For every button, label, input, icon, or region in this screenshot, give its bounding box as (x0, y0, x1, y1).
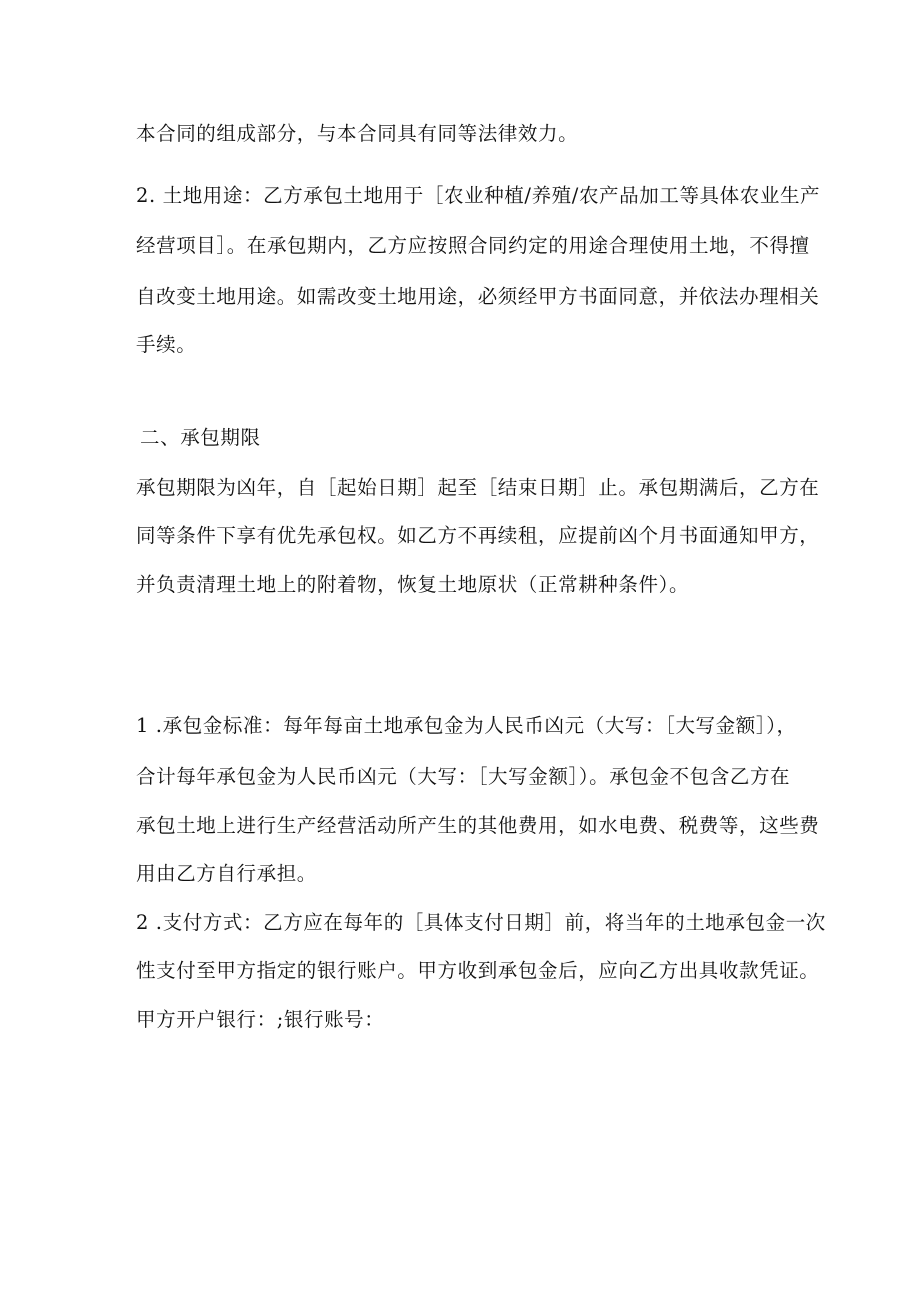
paragraph-line: 甲方开户银行：;银行账号： (136, 1008, 385, 1031)
paragraph-line: 合计每年承包金为人民币凶元（大写：［大写金额］）。承包金不包含乙方在 (136, 765, 791, 788)
paragraph-line: 2 .支付方式：乙方应在每年的［具体支付日期］前，将当年的土地承包金一次 (136, 911, 826, 934)
paragraph-line: 并负责清理土地上的附着物，恢复土地原状（正常耕种条件）。 (136, 573, 690, 596)
paragraph-line: 自改变土地用途。如需改变土地用途，必须经甲方书面同意，并依法办理相关 (136, 285, 820, 308)
paragraph-line: 1 .承包金标准：每年每亩土地承包金为人民币凶元（大写：［大写金额］）， (136, 714, 797, 737)
paragraph-line: 2. 土地用途：乙方承包土地用于［农业种植/养殖/农产品加工等具体农业生产 (136, 184, 821, 207)
paragraph-line: 经营项目］。在承包期内，乙方应按照合同约定的用途合理使用土地，不得擅 (136, 234, 810, 257)
paragraph-line: 承包土地上进行生产经营活动所产生的其他费用，如水电费、税费等，这些费 (136, 814, 820, 837)
paragraph-line: 同等条件下享有优先承包权。如乙方不再续租，应提前凶个月书面通知甲方， (136, 524, 820, 547)
paragraph-line: 手续。 (136, 333, 197, 356)
paragraph-line: 性支付至甲方指定的银行账户。甲方收到承包金后，应向乙方出具收款凭证。 (136, 959, 820, 982)
paragraph-line: 本合同的组成部分，与本合同具有同等法律效力。 (136, 122, 579, 145)
paragraph-line: 用由乙方自行承担。 (136, 862, 317, 885)
section-heading: 二、承包期限 (140, 426, 261, 449)
paragraph-line: 承包期限为凶年，自［起始日期］起至［结束日期］止。承包期满后，乙方在 (136, 476, 820, 499)
